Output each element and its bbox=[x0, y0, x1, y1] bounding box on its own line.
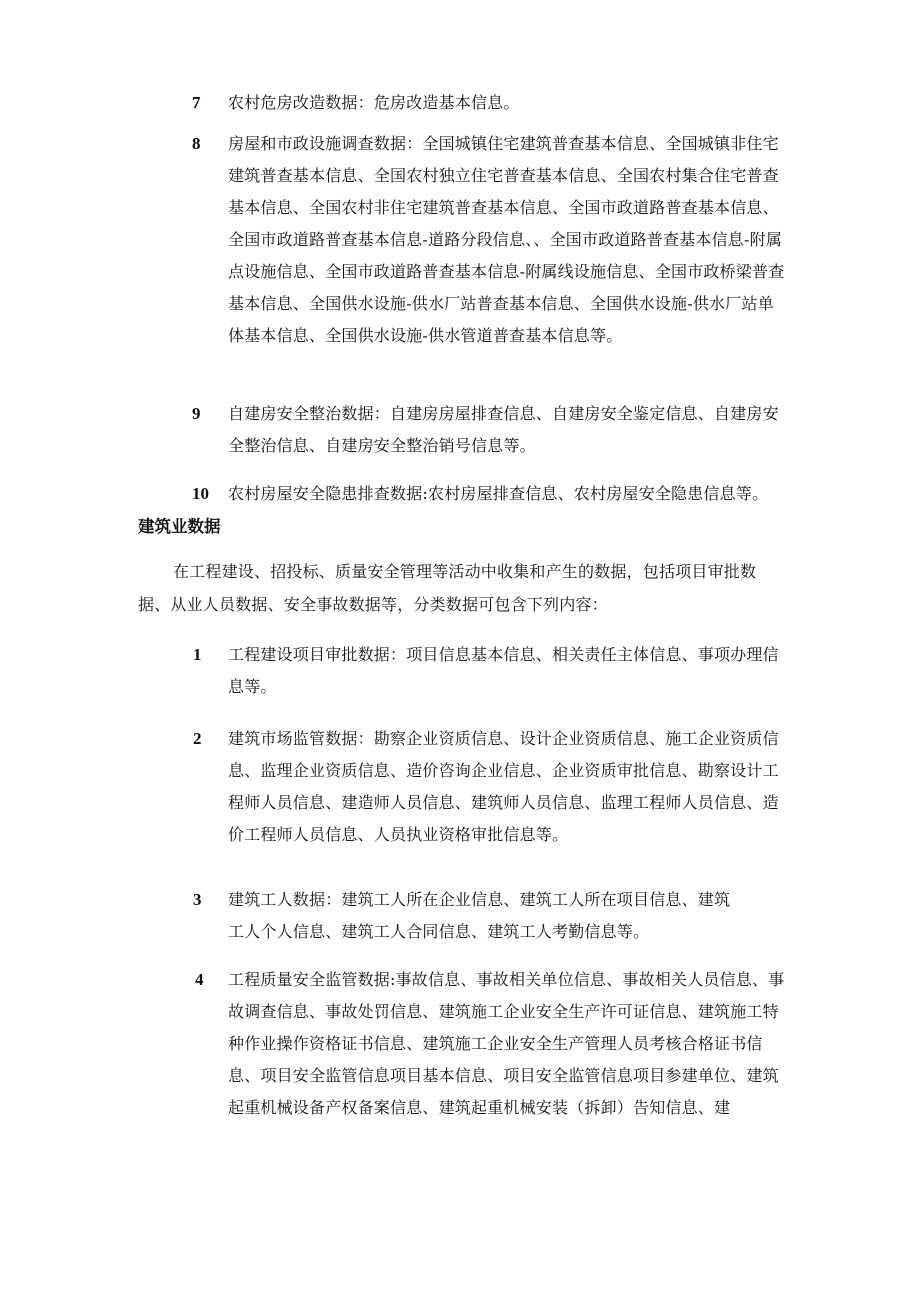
item-number: 2 bbox=[193, 729, 202, 748]
item-number: 8 bbox=[192, 134, 201, 153]
item-text: 自建房安全整治数据：自建房房屋排查信息、自建房安全鉴定信息、自建房安全整治信息、自建房安全整治销号信息等。 bbox=[228, 404, 779, 455]
item-text: 工程质量安全监管数据:事故信息、事故相关单位信息、事故相关人员信息、事故调查信息、事故处罚信息、建筑施工企业安全生产许可证信息、建筑施工特种作业操作资格证书信息、建筑施工企业安全生产管理人员考核合格证书信息、项目安全监管信息项目基本信息、项目安全监管信息项目参建单位、建筑起重机械设备产权备案信息、建筑起重机械安装（拆卸）告知信息、建 bbox=[228, 970, 785, 1117]
item-number: 9 bbox=[192, 404, 201, 423]
section-intro: 在工程建设、招投标、质量安全管理等活动中收集和产生的数据，包括项目审批数据、从业人员数据、安全事故数据等，分类数据可包含下列内容： bbox=[138, 562, 757, 614]
item-text: 工程建设项目审批数据：项目信息基本信息、相关责任主体信息、事项办理信息等。 bbox=[228, 645, 779, 696]
item-number: 10 bbox=[192, 484, 209, 503]
section-heading: 建筑业数据 bbox=[138, 517, 221, 536]
item-text: 房屋和市政设施调查数据：全国城镇住宅建筑普查基本信息、全国城镇非住宅建筑普查基本信息、全国农村独立住宅普查基本信息、全国农村集合住宅普查基本信息、全国农村非住宅建筑普查基本信息、全国市政道路普查基本信息、全国市政道路普查基本信息-道路分段信息、、全国市政道路普查基本信息-附属点设施信息、全国市政道路普查基本信息-附属线设施信息、全国市政桥梁普查基本信息、全国供水设施-供水厂站普查基本信息、全国供水设施-供水厂站单体基本信息、全国供水设施-供水管道普查基本信息等。 bbox=[228, 134, 785, 345]
item-number: 4 bbox=[195, 970, 204, 989]
item-text: 农村危房改造数据：危房改造基本信息。 bbox=[228, 93, 520, 112]
item-number: 1 bbox=[193, 645, 202, 664]
item-text: 建筑工人数据：建筑工人所在企业信息、建筑工人所在项目信息、建筑工人个人信息、建筑工人合同信息、建筑工人考勤信息等。 bbox=[228, 890, 731, 941]
item-number: 3 bbox=[193, 890, 202, 909]
item-text: 建筑市场监管数据：勘察企业资质信息、设计企业资质信息、施工企业资质信息、监理企业资质信息、造价咨询企业信息、企业资质审批信息、勘察设计工程师人员信息、建造师人员信息、建筑师人员信息、监理工程师人员信息、造价工程师人员信息、人员执业资格审批信息等。 bbox=[228, 729, 779, 844]
item-number: 7 bbox=[192, 93, 201, 112]
item-text: 农村房屋安全隐患排查数据:农村房屋排查信息、农村房屋安全隐患信息等。 bbox=[228, 484, 769, 503]
